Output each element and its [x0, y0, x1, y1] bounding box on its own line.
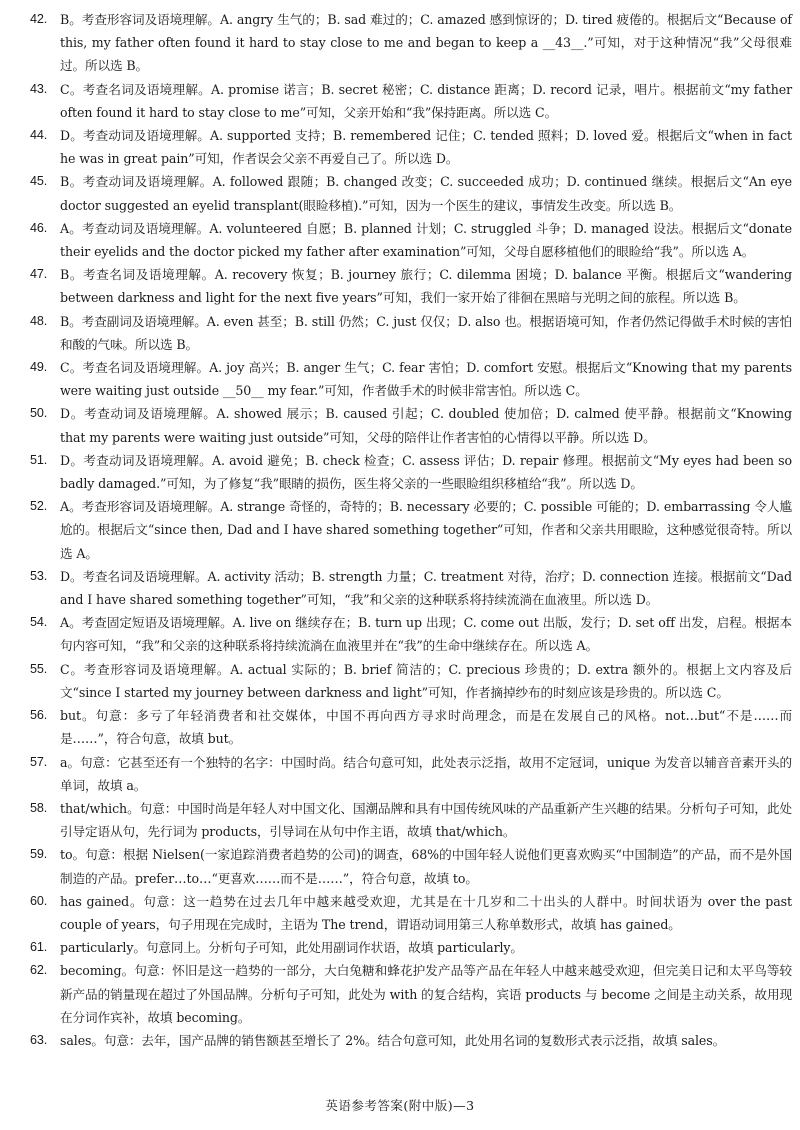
question-number: 50. — [30, 406, 48, 421]
question-number: 43. — [30, 81, 48, 96]
answer-explanation: but。句意：多亏了年轻消费者和社交媒体，中国不再向西方寻求时尚理念，而是在发展自己的风格。not…but“不是……而是……”，符合句意，故填 but。 — [60, 708, 792, 747]
question-number: 59. — [30, 847, 48, 862]
question-number: 61. — [30, 940, 48, 955]
answer-explanation: particularly。句意同上。分析句子可知，此处用副词作状语，故填 particularly。 — [60, 940, 523, 956]
answer-explanation: D。考查动词及语境理解。A. avoid 避免；B. check 检查；C. assess 评估；D. repair 修理。根据前文“My eyes had been so badly damaged.”可知，为了修复“我”眼睛的损伤，医生将父亲的一些眼睑组织移植给“我”。所以选 D。 — [60, 452, 792, 492]
answer-explanation: B。考查动词及语境理解。A. followed 跟随；B. changed 改变；C. succeeded 成功；D. continued 继续。根据后文“An eye doctor suggested an eyelid transplant(眼睑移植).”可知，因为一个医生的建议，事情发生改变。所以选 B。 — [60, 174, 792, 213]
question-number: 62. — [30, 963, 48, 978]
answer-list — [30, 8, 792, 1052]
answer-explanation: to。句意：根据 Nielsen(一家追踪消费者趋势的公司)的调查，68%的中国年轻人说他们更喜欢购买“中国制造”的产品，而不是外国制造的产品。prefer…to…“更喜欢……而不是……”，符合句意，故填 to。 — [60, 847, 792, 886]
question-number: 52. — [30, 499, 48, 514]
answer-entry — [30, 751, 792, 797]
answer-explanation: D。考查动词及语境理解。A. supported 支持；B. remembered 记住；C. tended 照料；D. loved 爱。根据后文“when in fact he was in great pain”可知，作者误会父亲不再爱自己了。所以选 D。 — [60, 128, 792, 167]
answer-explanation: B。考查形容词及语境理解。A. angry 生气的；B. sad 难过的；C. amazed 感到惊讶的；D. tired 疲倦的。根据后文“Because of this, my father often found it hard to stay close to me and began to keep a __43__.”可知，对于这种情况“我”父母很难过。所以选 B。 — [60, 12, 792, 74]
question-number: 53. — [30, 568, 48, 583]
question-number: 58. — [30, 800, 48, 815]
question-number: 45. — [30, 174, 48, 189]
question-number: 60. — [30, 893, 48, 908]
question-number: 57. — [30, 754, 48, 769]
answer-explanation: becoming。句意：怀旧是这一趋势的一部分，大白兔糖和蜂花护发产品等产品在年轻人中越来越受欢迎，但完美日记和太平鸟等较新产品的销量现在超过了外国品牌。分析句子可知，此处为 with 的复合结构，宾语 products 与 become 之间是主动关系，故用现在分词作宾补，故填 becoming。 — [60, 963, 792, 1025]
answer-entry — [30, 310, 792, 356]
answer-explanation: that/which。句意：中国时尚是年轻人对中国文化、国潮品牌和具有中国传统风味的产品重新产生兴趣的结果。分析句子可知，此处引导定语从句，先行词为 products，引导词在从句中作主语，故填 that/which。 — [60, 800, 792, 840]
answer-entry — [30, 124, 792, 170]
answer-entry — [30, 356, 792, 402]
answer-explanation: B。考查名词及语境理解。A. recovery 恢复；B. journey 旅行；C. dilemma 困境；D. balance 平衡。根据后文“wandering between darkness and light for the next five years”可知，我们一家开始了徘徊在黑暗与光明之间的旅程。所以选 B。 — [60, 267, 792, 306]
answer-explanation: D。考查名词及语境理解。A. activity 活动；B. strength 力量；C. treatment 对待，治疗；D. connection 连接。根据前文“Dad and I have shared something together”可知，“我”和父亲的这种联系将持续流淌在血液里。所以选 D。 — [60, 568, 792, 608]
answer-explanation: A。考查固定短语及语境理解。A. live on 继续存在；B. turn up 出现；C. come out 出版，发行；D. set off 出发，启程。根据本句内容可知，“我”和父亲的这种联系将持续流淌在血液里并在“我”的生命中继续存在。所以选 A。 — [60, 615, 792, 654]
answer-entry — [30, 495, 792, 565]
answer-entry — [30, 263, 792, 309]
question-number: 54. — [30, 615, 48, 630]
answer-entry — [30, 959, 792, 1029]
answer-entry — [30, 170, 792, 216]
answer-entry — [30, 611, 792, 657]
answer-explanation: D。考查动词及语境理解。A. showed 展示；B. caused 引起；C. doubled 使加倍；D. calmed 使平静。根据前文“Knowing that my parents were waiting just outside”可知，父母的陪伴让作者害怕的心情得以平静。所以选 D。 — [60, 406, 792, 445]
question-number: 46. — [30, 220, 48, 235]
answer-entry — [30, 402, 792, 448]
answer-entry — [30, 217, 792, 263]
page-footer: 英语参考答案(附中版)—3 — [325, 1098, 475, 1113]
answer-entry — [30, 565, 792, 611]
answer-entry — [30, 449, 792, 495]
question-number: 44. — [30, 128, 48, 143]
answer-explanation: C。考查名词及语境理解。A. joy 高兴；B. anger 生气；C. fear 害怕；D. comfort 安慰。根据后文“Knowing that my parents were waiting just outside __50__ my fear.”可知，作者做手术的时候非常害怕。所以选 C。 — [60, 360, 792, 399]
question-number: 55. — [30, 661, 48, 676]
answer-explanation: C。考查形容词及语境理解。A. actual 实际的；B. brief 简洁的；C. precious 珍贵的；D. extra 额外的。根据上文内容及后文“since I started my journey between darkness and light”可知，作者摘掉纱布的时刻应该是珍贵的。所以选 C。 — [60, 661, 792, 700]
answer-entry — [30, 1029, 792, 1052]
question-number: 63. — [30, 1032, 48, 1047]
answer-explanation: A。考查形容词及语境理解。A. strange 奇怪的，奇特的；B. necessary 必要的；C. possible 可能的；D. embarrassing 令人尴尬的。根据后文“since then, Dad and I have shared something together”可知，作者和父亲共用眼睑，这种感觉很奇特。所以选 A。 — [60, 499, 792, 561]
answer-explanation: C。考查名词及语境理解。A. promise 诺言；B. secret 秘密；C. distance 距离；D. record 记录，唱片。根据前文“my father often found it hard to stay close to me”可知，父亲开始和“我”保持距离。所以选 C。 — [60, 81, 792, 120]
answer-explanation: B。考查副词及语境理解。A. even 甚至；B. still 仍然；C. just 仅仅；D. also 也。根据语境可知，作者仍然记得做手术时候的害怕和酸的气味。所以选 B。 — [60, 313, 792, 352]
answer-entry — [30, 890, 792, 936]
answer-explanation: a。句意：它甚至还有一个独特的名字：中国时尚。结合句意可知，此处表示泛指，故用不定冠词，unique 为发音以辅音音素开头的单词，故填 a。 — [60, 754, 792, 793]
answer-entry — [30, 843, 792, 889]
answer-entry — [30, 658, 792, 704]
answer-entry — [30, 8, 792, 78]
answer-explanation: A。考查动词及语境理解。A. volunteered 自愿；B. planned 计划；C. struggled 斗争；D. managed 设法。根据后文“donate their eyelids and the doctor picked my father after examination”可知，父母自愿移植他们的眼睑给“我”。所以选 A。 — [60, 220, 792, 260]
question-number: 42. — [30, 12, 48, 26]
answer-entry — [30, 936, 792, 959]
question-number: 56. — [30, 708, 48, 723]
question-number: 48. — [30, 313, 48, 328]
answer-entry — [30, 78, 792, 124]
question-number: 49. — [30, 360, 48, 375]
question-number: 47. — [30, 267, 48, 282]
answer-explanation: has gained。句意：这一趋势在过去几年中越来越受欢迎，尤其是在十几岁和二十出头的人群中。时间状语为 over the past couple of years，句子用现在完成时，主语为 The trend，谓语动词用第三人称单数形式，故填 has gained。 — [60, 893, 792, 932]
answer-entry — [30, 704, 792, 750]
answer-explanation: sales。句意：去年，国产品牌的销售额甚至增长了 2%。结合句意可知，此处用名词的复数形式表示泛指，故填 sales。 — [60, 1032, 726, 1048]
question-number: 51. — [30, 452, 48, 467]
answer-entry — [30, 797, 792, 843]
